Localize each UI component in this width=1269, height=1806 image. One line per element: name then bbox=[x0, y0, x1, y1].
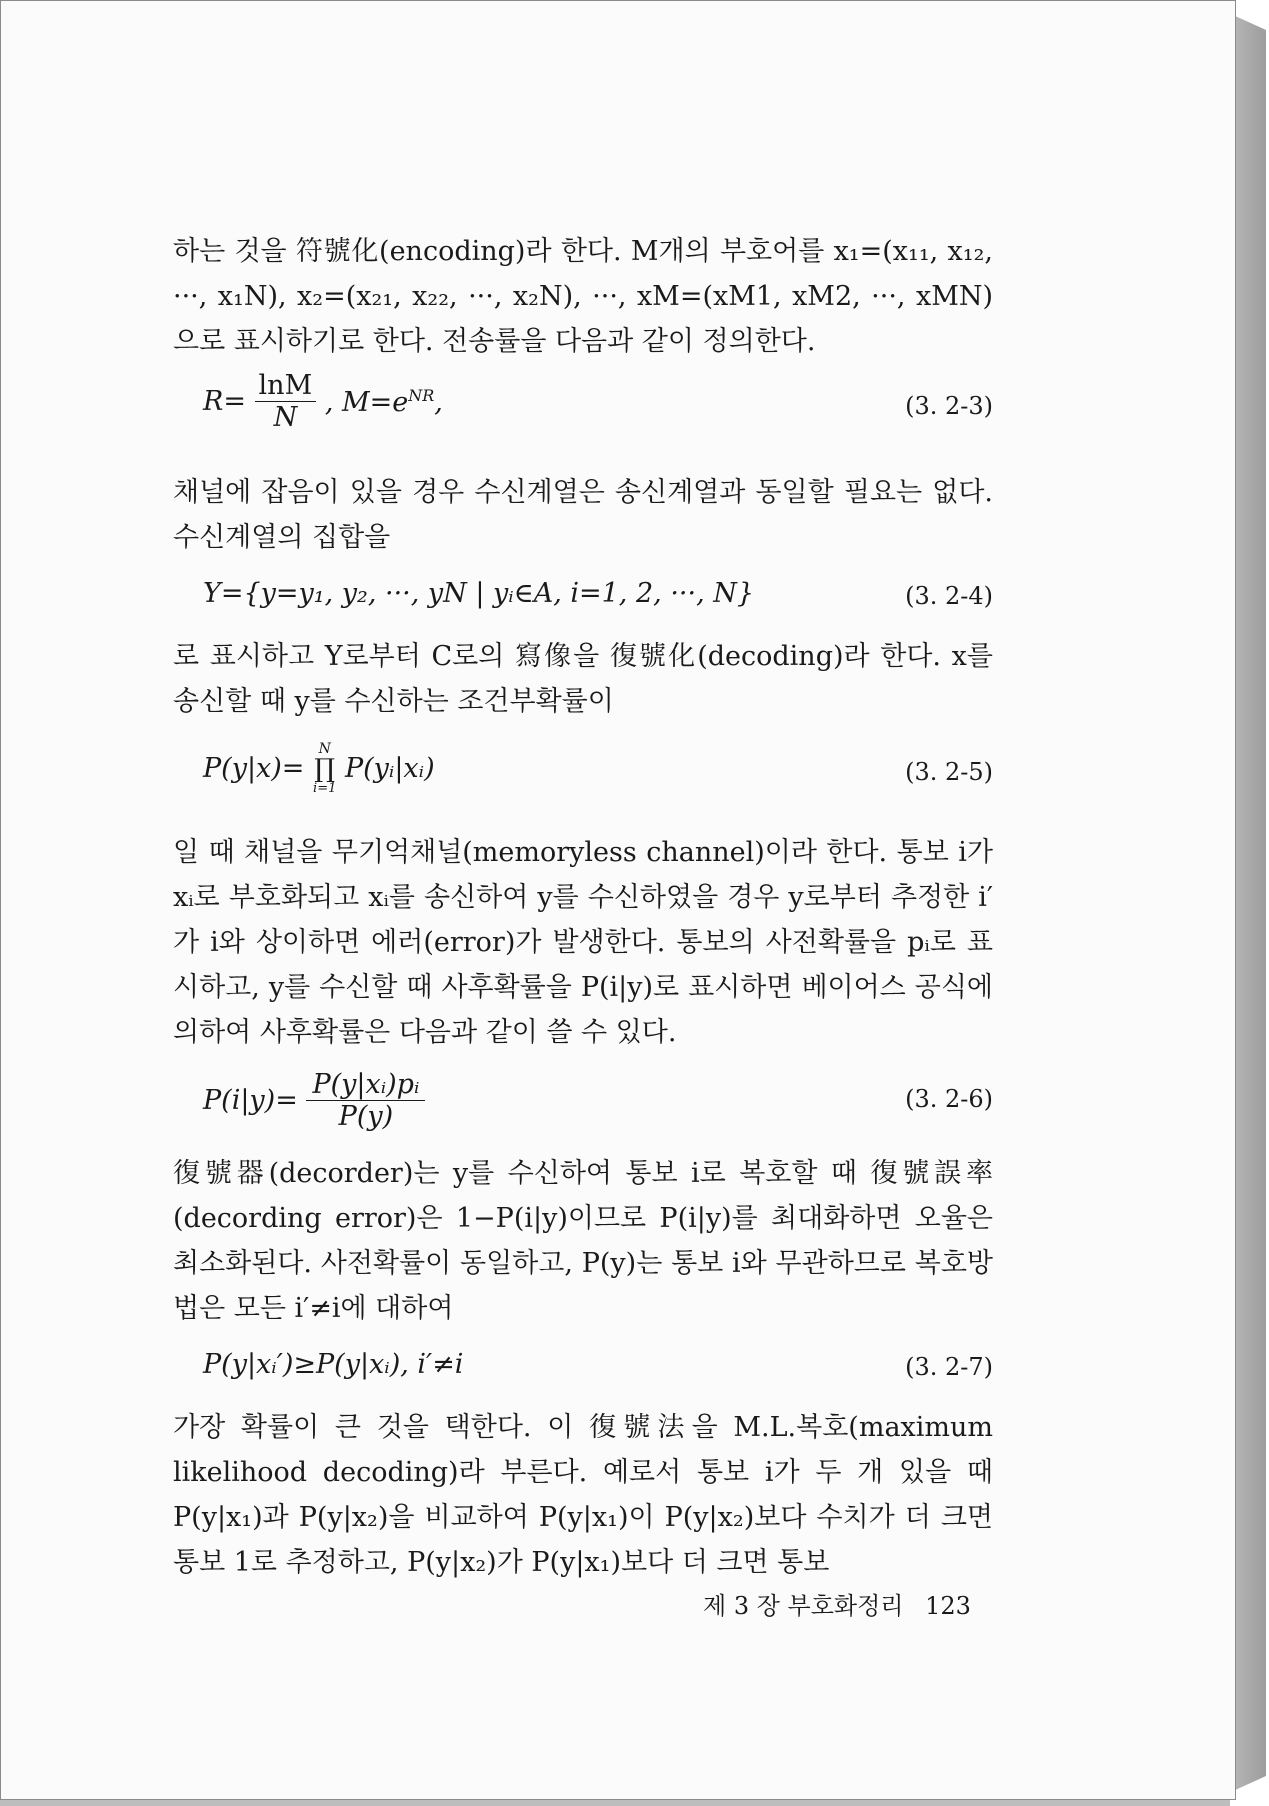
paragraph-noise: 채널에 잡음이 있을 경우 수신계열은 송신계열과 동일할 필요는 없다. 수신계열의 집합을 bbox=[173, 477, 993, 553]
eq6-lhs: P(i|y)= bbox=[203, 1085, 298, 1116]
page-number: 123 bbox=[925, 1592, 971, 1620]
eq7-formula: P(y|xᵢ′)≥P(y|xᵢ), i′≠i bbox=[203, 1349, 464, 1380]
eq3-rhs: , M=e bbox=[324, 386, 409, 418]
equation-3-2-3 bbox=[173, 364, 993, 450]
running-footer-chapter: 제 3 장 부호화정리 bbox=[703, 1592, 904, 1620]
equation-number-3-2-4: (3. 2-4) bbox=[905, 582, 993, 610]
equation-number-3-2-5: (3. 2-5) bbox=[905, 758, 993, 786]
equation-3-2-7 bbox=[173, 1331, 993, 1405]
page-content bbox=[173, 229, 993, 1585]
equation-number-3-2-7: (3. 2-7) bbox=[905, 1353, 993, 1381]
eq4-formula: Y={y=y₁, y₂, ···, yN | yᵢ∈A, i=1, 2, ···, N} bbox=[203, 578, 755, 609]
paragraph-decoder: 復號器(decorder)는 y를 수신하여 통보 i로 복호할 때 復號誤率(decording error)은 1−P(i|y)이므로 P(i|y)를 최대화하면 오율은 최소화된다. 사전확률이 동일하고, P(y)는 통보 i와 무관하므로 복호방법은 모든 i′≠i에 대하여 bbox=[173, 1158, 993, 1324]
eq3-numerator: lnM bbox=[258, 370, 313, 401]
paragraph-ml-decoding: 가장 확률이 큰 것을 택한다. 이 復號法을 M.L.복호(maximum likelihood decoding)라 부른다. 예로서 통보 i가 두 개 있을 때 P(y|x₁)과 P(y|x₂)을 비교하여 P(y|x₁)이 P(y|x₂)보다 수치가 더 크면 통보 1로 추정하고, P(y|x₂)가 P(y|x₁)보다 더 크면 통보 bbox=[173, 1412, 993, 1578]
paragraph-memoryless: 일 때 채널을 무기억채널(memoryless channel)이라 한다. 통보 i가 xᵢ로 부호화되고 xᵢ를 송신하여 y를 수신하였을 경우 y로부터 추정한 i′가 i와 상이하면 에러(error)가 발생한다. 통보의 사전확률을 pᵢ로 표시하고, y를 수신할 때 사후확률을 P(i|y)로 표시하면 베이어스 공식에 의하여 사후확률은 다음과 같이 쓸 수 있다. bbox=[173, 837, 993, 1048]
equation-number-3-2-6: (3. 2-6) bbox=[905, 1085, 993, 1113]
paragraph-encoding: 하는 것을 符號化(encoding)라 한다. M개의 부호어를 x₁=(x₁₁, x₁₂, ···, x₁N), x₂=(x₂₁, x₂₂, ···, x₂N), ···, xM=(xM1, xM2, ···, xMN)으로 표시하기로 한다. 전송률을 다음과 같이 정의한다. bbox=[173, 236, 993, 357]
eq3-lhs: R= bbox=[203, 386, 246, 417]
equation-number-3-2-3: (3. 2-3) bbox=[905, 392, 993, 420]
equation-3-2-5 bbox=[173, 724, 993, 820]
equation-3-2-6 bbox=[173, 1055, 993, 1151]
page-footer bbox=[703, 1586, 971, 1621]
eq6-numerator: P(y|xᵢ)pᵢ bbox=[312, 1069, 420, 1100]
eq3-tail: , bbox=[434, 386, 443, 418]
eq5-lhs: P(y|x)= bbox=[203, 753, 305, 784]
eq3-denominator: N bbox=[273, 402, 298, 433]
eq6-denominator: P(y) bbox=[338, 1101, 394, 1132]
paragraph-decoding: 로 표시하고 Y로부터 C로의 寫像을 復號化(decoding)라 한다. x를 송신할 때 y를 수신하는 조건부확률이 bbox=[173, 641, 993, 717]
eq3-exponent: NR bbox=[408, 385, 435, 405]
eq5-product-lower: i=1 bbox=[313, 781, 337, 796]
eq5-rhs: P(yᵢ|xᵢ) bbox=[344, 753, 435, 784]
eq5-product-symbol: ∏ bbox=[314, 754, 336, 784]
eq5-product-upper: N bbox=[318, 741, 331, 757]
equation-3-2-4 bbox=[173, 560, 993, 634]
